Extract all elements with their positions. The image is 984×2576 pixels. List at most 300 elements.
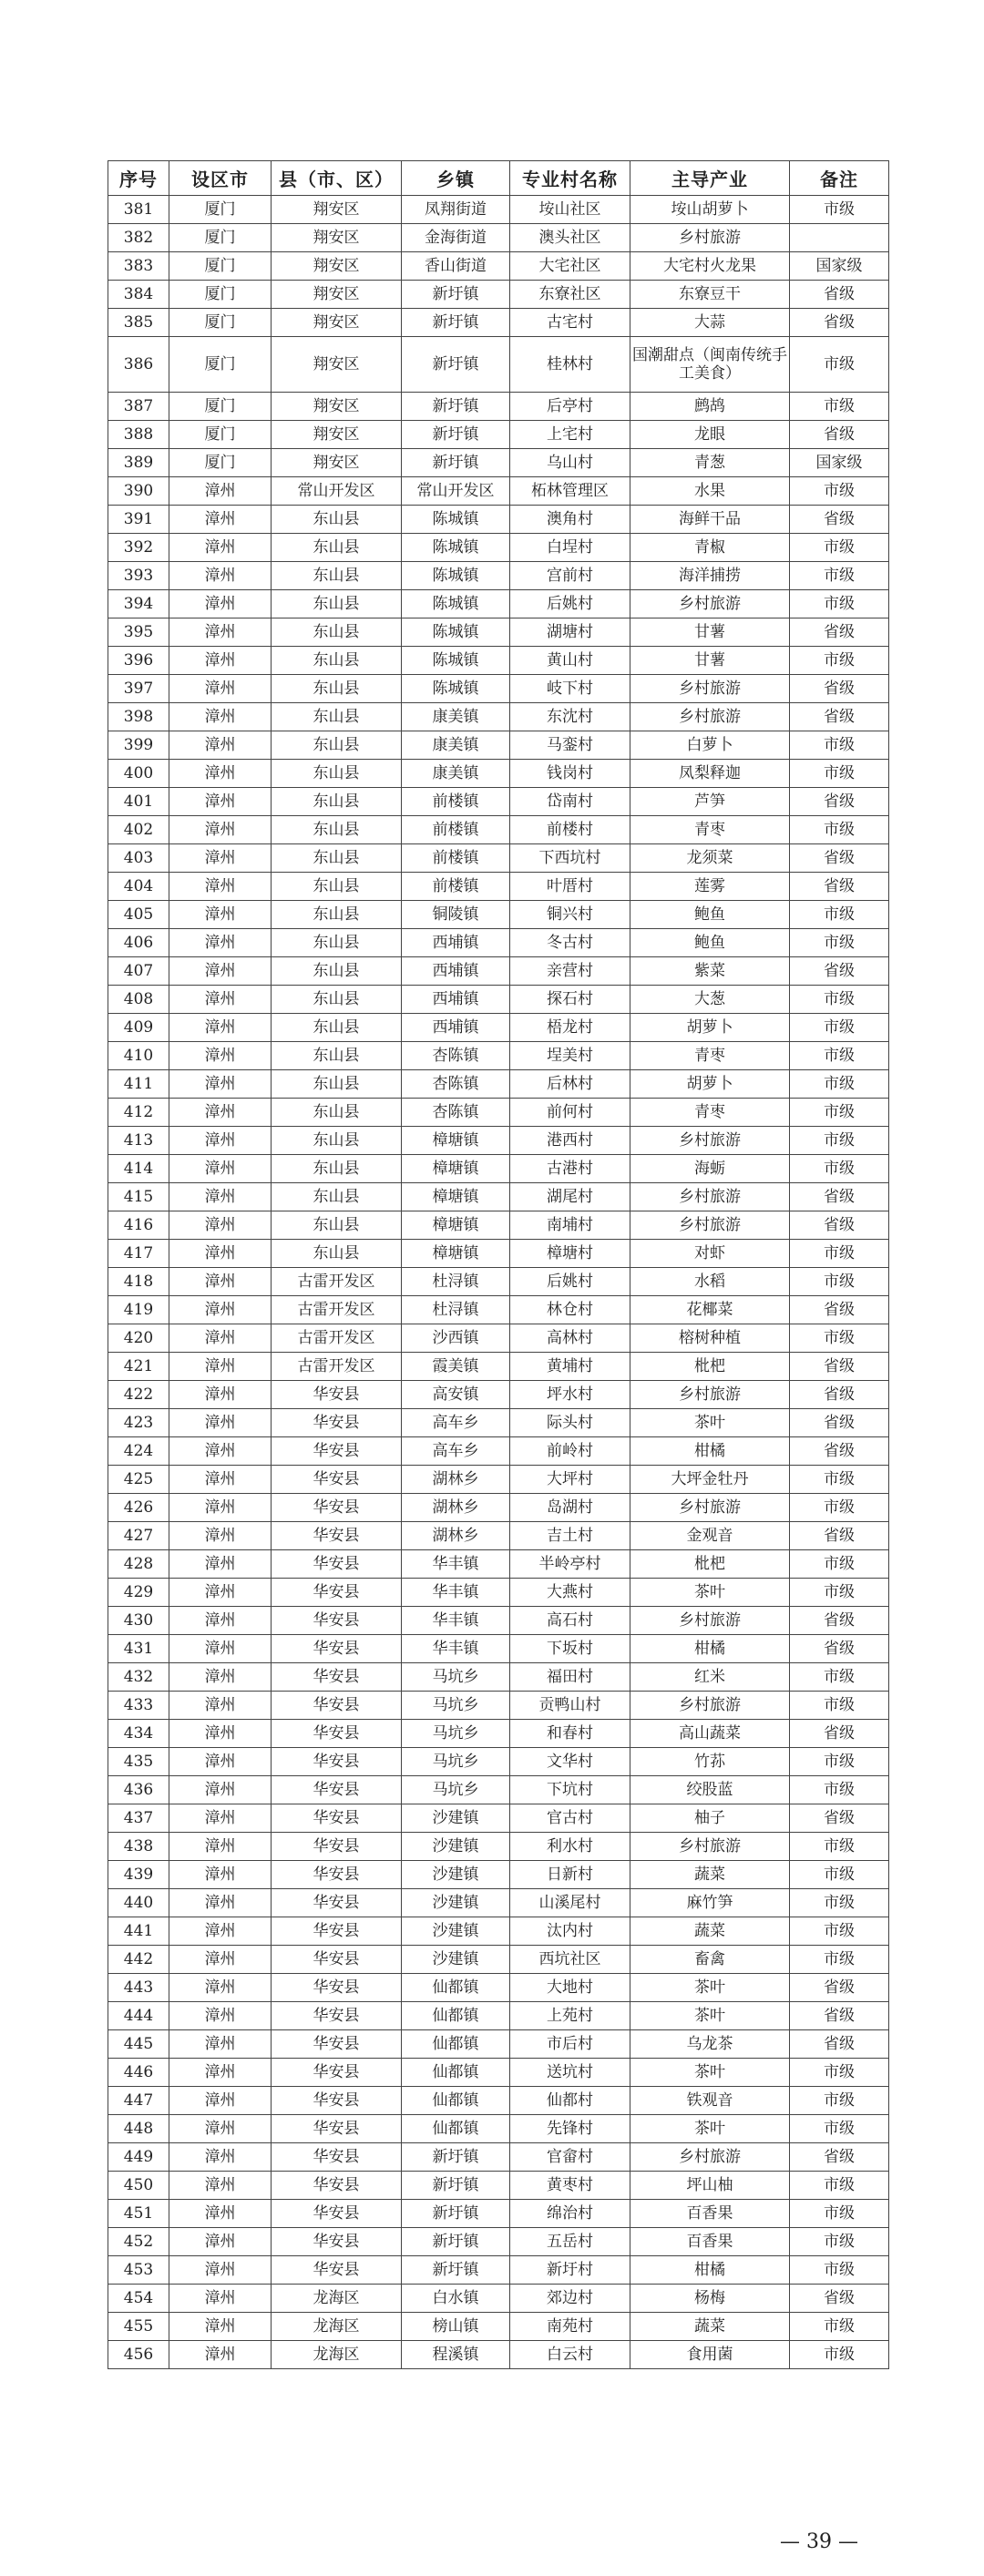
cell-city: 漳州 — [169, 1466, 272, 1494]
cell-industry: 金观音 — [630, 1522, 790, 1550]
cell-industry: 铁观音 — [630, 2087, 790, 2115]
cell-index: 434 — [108, 1720, 169, 1748]
cell-town: 西埔镇 — [402, 986, 510, 1014]
cell-city: 漳州 — [169, 1042, 272, 1070]
cell-town: 新圩镇 — [402, 2228, 510, 2256]
cell-village: 汰内村 — [510, 1917, 630, 1946]
cell-note: 省级 — [790, 1381, 889, 1409]
cell-town: 陈城镇 — [402, 506, 510, 534]
cell-note: 国家级 — [790, 449, 889, 477]
cell-note: 市级 — [790, 1550, 889, 1579]
table-row — [108, 1635, 889, 1663]
cell-county: 华安县 — [272, 1889, 402, 1917]
cell-county: 东山县 — [272, 816, 402, 844]
cell-village: 乌山村 — [510, 449, 630, 477]
cell-town: 新圩镇 — [402, 2143, 510, 2172]
table-row — [108, 1889, 889, 1917]
cell-industry: 青椒 — [630, 534, 790, 562]
cell-index: 413 — [108, 1127, 169, 1155]
cell-industry: 茶叶 — [630, 2002, 790, 2030]
cell-county: 华安县 — [272, 1381, 402, 1409]
header-town: 乡镇 — [402, 161, 510, 196]
cell-industry: 食用菌 — [630, 2341, 790, 2369]
cell-industry: 大坪金牡丹 — [630, 1466, 790, 1494]
cell-industry: 乡村旅游 — [630, 1833, 790, 1861]
table-row — [108, 788, 889, 816]
cell-note: 市级 — [790, 1466, 889, 1494]
cell-city: 漳州 — [169, 1776, 272, 1804]
cell-index: 385 — [108, 309, 169, 337]
cell-note: 市级 — [790, 901, 889, 929]
cell-town: 沙建镇 — [402, 1804, 510, 1833]
table-row — [108, 2285, 889, 2313]
cell-village: 大燕村 — [510, 1579, 630, 1607]
cell-city: 漳州 — [169, 2115, 272, 2143]
cell-note: 省级 — [790, 506, 889, 534]
cell-index: 384 — [108, 281, 169, 309]
cell-city: 漳州 — [169, 1211, 272, 1240]
cell-county: 东山县 — [272, 929, 402, 957]
cell-county: 翔安区 — [272, 449, 402, 477]
cell-city: 厦门 — [169, 393, 272, 421]
cell-city: 漳州 — [169, 1946, 272, 1974]
cell-county: 华安县 — [272, 1692, 402, 1720]
cell-note: 省级 — [790, 788, 889, 816]
cell-county: 东山县 — [272, 844, 402, 873]
cell-industry: 乡村旅游 — [630, 590, 790, 618]
cell-city: 漳州 — [169, 534, 272, 562]
cell-city: 漳州 — [169, 2172, 272, 2200]
cell-industry: 乡村旅游 — [630, 1494, 790, 1522]
table-row — [108, 760, 889, 788]
header-industry: 主导产业 — [630, 161, 790, 196]
cell-index: 410 — [108, 1042, 169, 1070]
cell-county: 翔安区 — [272, 421, 402, 449]
table-row — [108, 2143, 889, 2172]
cell-town: 仙都镇 — [402, 2115, 510, 2143]
table-row — [108, 477, 889, 506]
cell-city: 漳州 — [169, 1127, 272, 1155]
cell-city: 漳州 — [169, 1635, 272, 1663]
cell-industry: 海蛎 — [630, 1155, 790, 1183]
cell-city: 漳州 — [169, 1381, 272, 1409]
cell-industry: 大葱 — [630, 986, 790, 1014]
cell-county: 东山县 — [272, 1099, 402, 1127]
cell-village: 港西村 — [510, 1127, 630, 1155]
cell-city: 漳州 — [169, 506, 272, 534]
cell-village: 古港村 — [510, 1155, 630, 1183]
cell-county: 翔安区 — [272, 224, 402, 252]
header-note: 备注 — [790, 161, 889, 196]
cell-town: 仙都镇 — [402, 1974, 510, 2002]
header-city: 设区市 — [169, 161, 272, 196]
cell-industry: 鲍鱼 — [630, 901, 790, 929]
cell-note: 市级 — [790, 477, 889, 506]
table-row — [108, 731, 889, 760]
cell-village: 际头村 — [510, 1409, 630, 1437]
cell-town: 樟塘镇 — [402, 1183, 510, 1211]
cell-note: 省级 — [790, 1437, 889, 1466]
cell-industry: 甘薯 — [630, 618, 790, 647]
cell-county: 东山县 — [272, 506, 402, 534]
cell-city: 漳州 — [169, 1324, 272, 1353]
cell-index: 381 — [108, 196, 169, 224]
cell-note: 市级 — [790, 1833, 889, 1861]
table-row — [108, 618, 889, 647]
table-row — [108, 1748, 889, 1776]
cell-village: 上宅村 — [510, 421, 630, 449]
cell-town: 马坑乡 — [402, 1692, 510, 1720]
cell-industry: 胡萝卜 — [630, 1014, 790, 1042]
cell-village: 大地村 — [510, 1974, 630, 2002]
cell-county: 东山县 — [272, 873, 402, 901]
cell-index: 438 — [108, 1833, 169, 1861]
cell-village: 亲营村 — [510, 957, 630, 986]
table-row — [108, 1014, 889, 1042]
cell-county: 华安县 — [272, 2172, 402, 2200]
cell-industry: 龙须菜 — [630, 844, 790, 873]
cell-county: 华安县 — [272, 2256, 402, 2285]
cell-index: 422 — [108, 1381, 169, 1409]
cell-city: 漳州 — [169, 1353, 272, 1381]
cell-town: 马坑乡 — [402, 1748, 510, 1776]
cell-industry: 乡村旅游 — [630, 1183, 790, 1211]
cell-index: 444 — [108, 2002, 169, 2030]
table-row — [108, 2341, 889, 2369]
cell-note: 市级 — [790, 337, 889, 393]
cell-index: 391 — [108, 506, 169, 534]
cell-index: 441 — [108, 1917, 169, 1946]
cell-town: 新圩镇 — [402, 2200, 510, 2228]
cell-village: 钱岗村 — [510, 760, 630, 788]
cell-index: 416 — [108, 1211, 169, 1240]
cell-note: 省级 — [790, 1353, 889, 1381]
cell-industry: 鹧鸪 — [630, 393, 790, 421]
cell-index: 426 — [108, 1494, 169, 1522]
cell-industry: 乡村旅游 — [630, 1211, 790, 1240]
cell-village: 埕美村 — [510, 1042, 630, 1070]
cell-county: 华安县 — [272, 1466, 402, 1494]
cell-town: 杏陈镇 — [402, 1070, 510, 1099]
cell-industry: 龙眼 — [630, 421, 790, 449]
table-row — [108, 1579, 889, 1607]
cell-note: 市级 — [790, 1494, 889, 1522]
cell-city: 漳州 — [169, 1748, 272, 1776]
cell-county: 东山县 — [272, 675, 402, 703]
cell-town: 陈城镇 — [402, 534, 510, 562]
cell-industry: 芦笋 — [630, 788, 790, 816]
cell-county: 华安县 — [272, 1663, 402, 1692]
cell-town: 陈城镇 — [402, 590, 510, 618]
cell-city: 漳州 — [169, 957, 272, 986]
cell-town: 高车乡 — [402, 1437, 510, 1466]
cell-county: 翔安区 — [272, 252, 402, 281]
table-row — [108, 957, 889, 986]
cell-county: 翔安区 — [272, 337, 402, 393]
cell-note: 省级 — [790, 281, 889, 309]
cell-note: 省级 — [790, 1522, 889, 1550]
cell-county: 东山县 — [272, 986, 402, 1014]
cell-city: 漳州 — [169, 2143, 272, 2172]
cell-note: 市级 — [790, 1155, 889, 1183]
table-row — [108, 816, 889, 844]
table-row — [108, 1946, 889, 1974]
cell-village: 郊边村 — [510, 2285, 630, 2313]
cell-village: 前何村 — [510, 1099, 630, 1127]
cell-city: 漳州 — [169, 1917, 272, 1946]
cell-index: 445 — [108, 2030, 169, 2059]
cell-index: 428 — [108, 1550, 169, 1579]
cell-county: 龙海区 — [272, 2285, 402, 2313]
table-row — [108, 1917, 889, 1946]
cell-village: 官古村 — [510, 1804, 630, 1833]
cell-town: 高安镇 — [402, 1381, 510, 1409]
page-number: — 39 — — [780, 2530, 858, 2553]
cell-index: 404 — [108, 873, 169, 901]
table-row — [108, 2228, 889, 2256]
table-row — [108, 2313, 889, 2341]
cell-county: 翔安区 — [272, 309, 402, 337]
table-row — [108, 1804, 889, 1833]
cell-town: 常山开发区 — [402, 477, 510, 506]
cell-city: 漳州 — [169, 1720, 272, 1748]
cell-industry: 竹荪 — [630, 1748, 790, 1776]
cell-note: 省级 — [790, 957, 889, 986]
cell-city: 厦门 — [169, 281, 272, 309]
cell-index: 423 — [108, 1409, 169, 1437]
cell-note: 省级 — [790, 421, 889, 449]
cell-county: 东山县 — [272, 1240, 402, 1268]
cell-industry: 蔬菜 — [630, 2313, 790, 2341]
table-header — [108, 161, 889, 196]
cell-note: 市级 — [790, 590, 889, 618]
cell-index: 451 — [108, 2200, 169, 2228]
cell-town: 新圩镇 — [402, 2256, 510, 2285]
cell-industry: 凤梨释迦 — [630, 760, 790, 788]
cell-county: 华安县 — [272, 2059, 402, 2087]
cell-note: 市级 — [790, 2313, 889, 2341]
cell-note: 省级 — [790, 675, 889, 703]
cell-town: 仙都镇 — [402, 2030, 510, 2059]
cell-village: 日新村 — [510, 1861, 630, 1889]
cell-county: 东山县 — [272, 1014, 402, 1042]
cell-town: 程溪镇 — [402, 2341, 510, 2369]
cell-note: 市级 — [790, 816, 889, 844]
cell-city: 漳州 — [169, 2059, 272, 2087]
cell-county: 东山县 — [272, 731, 402, 760]
table-row — [108, 675, 889, 703]
cell-county: 东山县 — [272, 534, 402, 562]
cell-index: 418 — [108, 1268, 169, 1296]
cell-village: 林仓村 — [510, 1296, 630, 1324]
cell-village: 市后村 — [510, 2030, 630, 2059]
cell-county: 翔安区 — [272, 281, 402, 309]
table-row — [108, 2030, 889, 2059]
table-row — [108, 224, 889, 252]
cell-index: 455 — [108, 2313, 169, 2341]
cell-note: 市级 — [790, 1692, 889, 1720]
cell-note: 省级 — [790, 1720, 889, 1748]
cell-village: 白埕村 — [510, 534, 630, 562]
cell-index: 433 — [108, 1692, 169, 1720]
cell-city: 漳州 — [169, 760, 272, 788]
cell-city: 漳州 — [169, 1889, 272, 1917]
cell-note: 市级 — [790, 1240, 889, 1268]
cell-county: 东山县 — [272, 901, 402, 929]
cell-village: 黄山村 — [510, 647, 630, 675]
cell-village: 南埔村 — [510, 1211, 630, 1240]
cell-index: 453 — [108, 2256, 169, 2285]
cell-index: 417 — [108, 1240, 169, 1268]
cell-index: 400 — [108, 760, 169, 788]
cell-index: 448 — [108, 2115, 169, 2143]
table-row — [108, 1692, 889, 1720]
cell-note: 市级 — [790, 196, 889, 224]
cell-county: 翔安区 — [272, 196, 402, 224]
table-row — [108, 1833, 889, 1861]
cell-town: 杏陈镇 — [402, 1042, 510, 1070]
cell-industry: 对虾 — [630, 1240, 790, 1268]
table-row — [108, 1494, 889, 1522]
table-row — [108, 562, 889, 590]
cell-note: 市级 — [790, 393, 889, 421]
cell-village: 垵山社区 — [510, 196, 630, 224]
cell-index: 435 — [108, 1748, 169, 1776]
cell-county: 东山县 — [272, 562, 402, 590]
cell-industry: 柑橘 — [630, 1635, 790, 1663]
cell-village: 白云村 — [510, 2341, 630, 2369]
cell-town: 新圩镇 — [402, 2172, 510, 2200]
cell-town: 沙建镇 — [402, 1889, 510, 1917]
cell-village: 新圩村 — [510, 2256, 630, 2285]
cell-town: 榜山镇 — [402, 2313, 510, 2341]
cell-note: 市级 — [790, 1070, 889, 1099]
cell-index: 450 — [108, 2172, 169, 2200]
cell-town: 新圩镇 — [402, 337, 510, 393]
cell-town: 康美镇 — [402, 731, 510, 760]
cell-note: 市级 — [790, 1663, 889, 1692]
cell-county: 东山县 — [272, 647, 402, 675]
cell-town: 新圩镇 — [402, 393, 510, 421]
table-row — [108, 196, 889, 224]
cell-town: 杏陈镇 — [402, 1099, 510, 1127]
cell-town: 樟塘镇 — [402, 1155, 510, 1183]
cell-industry: 红米 — [630, 1663, 790, 1692]
cell-town: 前楼镇 — [402, 844, 510, 873]
table-row — [108, 393, 889, 421]
cell-village: 湖尾村 — [510, 1183, 630, 1211]
cell-index: 389 — [108, 449, 169, 477]
cell-city: 漳州 — [169, 1099, 272, 1127]
cell-village: 后亭村 — [510, 393, 630, 421]
table-row — [108, 421, 889, 449]
cell-industry: 乡村旅游 — [630, 1607, 790, 1635]
cell-city: 漳州 — [169, 2200, 272, 2228]
cell-industry: 百香果 — [630, 2200, 790, 2228]
cell-village: 湖塘村 — [510, 618, 630, 647]
cell-village: 下坂村 — [510, 1635, 630, 1663]
cell-city: 漳州 — [169, 1268, 272, 1296]
cell-industry: 花椰菜 — [630, 1296, 790, 1324]
cell-town: 香山街道 — [402, 252, 510, 281]
cell-city: 漳州 — [169, 2285, 272, 2313]
cell-index: 437 — [108, 1804, 169, 1833]
cell-industry: 青葱 — [630, 449, 790, 477]
cell-county: 华安县 — [272, 1861, 402, 1889]
cell-county: 华安县 — [272, 1946, 402, 1974]
cell-index: 429 — [108, 1579, 169, 1607]
table-row — [108, 1353, 889, 1381]
cell-village: 西坑社区 — [510, 1946, 630, 1974]
cell-city: 漳州 — [169, 901, 272, 929]
cell-city: 漳州 — [169, 1833, 272, 1861]
cell-note: 市级 — [790, 1861, 889, 1889]
cell-index: 412 — [108, 1099, 169, 1127]
cell-city: 漳州 — [169, 731, 272, 760]
cell-index: 395 — [108, 618, 169, 647]
table-row — [108, 1268, 889, 1296]
cell-industry: 蔬菜 — [630, 1917, 790, 1946]
cell-industry: 乡村旅游 — [630, 224, 790, 252]
cell-village: 送坑村 — [510, 2059, 630, 2087]
village-industry-table — [108, 160, 889, 2369]
cell-index: 386 — [108, 337, 169, 393]
table-row — [108, 901, 889, 929]
cell-town: 陈城镇 — [402, 675, 510, 703]
table-row — [108, 2200, 889, 2228]
table-row — [108, 1155, 889, 1183]
cell-note: 市级 — [790, 731, 889, 760]
cell-industry: 柚子 — [630, 1804, 790, 1833]
cell-note: 市级 — [790, 647, 889, 675]
cell-note: 省级 — [790, 1409, 889, 1437]
cell-index: 440 — [108, 1889, 169, 1917]
cell-city: 漳州 — [169, 929, 272, 957]
cell-town: 金海街道 — [402, 224, 510, 252]
cell-county: 东山县 — [272, 1211, 402, 1240]
cell-city: 漳州 — [169, 590, 272, 618]
table-row — [108, 2256, 889, 2285]
cell-index: 414 — [108, 1155, 169, 1183]
cell-town: 仙都镇 — [402, 2002, 510, 2030]
table-row — [108, 1324, 889, 1353]
header-index: 序号 — [108, 161, 169, 196]
table-row — [108, 1409, 889, 1437]
cell-village: 东沈村 — [510, 703, 630, 731]
cell-index: 401 — [108, 788, 169, 816]
cell-city: 漳州 — [169, 562, 272, 590]
cell-index: 382 — [108, 224, 169, 252]
table-row — [108, 1522, 889, 1550]
cell-industry: 茶叶 — [630, 2059, 790, 2087]
table-row — [108, 590, 889, 618]
cell-county: 东山县 — [272, 788, 402, 816]
cell-town: 马坑乡 — [402, 1776, 510, 1804]
cell-city: 漳州 — [169, 1070, 272, 1099]
table-row — [108, 1776, 889, 1804]
cell-county: 东山县 — [272, 957, 402, 986]
cell-note: 市级 — [790, 2200, 889, 2228]
cell-industry: 畜禽 — [630, 1946, 790, 1974]
cell-village: 五岳村 — [510, 2228, 630, 2256]
cell-index: 409 — [108, 1014, 169, 1042]
cell-industry: 枇杷 — [630, 1353, 790, 1381]
cell-county: 华安县 — [272, 1550, 402, 1579]
cell-industry: 乡村旅游 — [630, 1381, 790, 1409]
table-row — [108, 534, 889, 562]
cell-county: 华安县 — [272, 1437, 402, 1466]
cell-town: 沙建镇 — [402, 1946, 510, 1974]
